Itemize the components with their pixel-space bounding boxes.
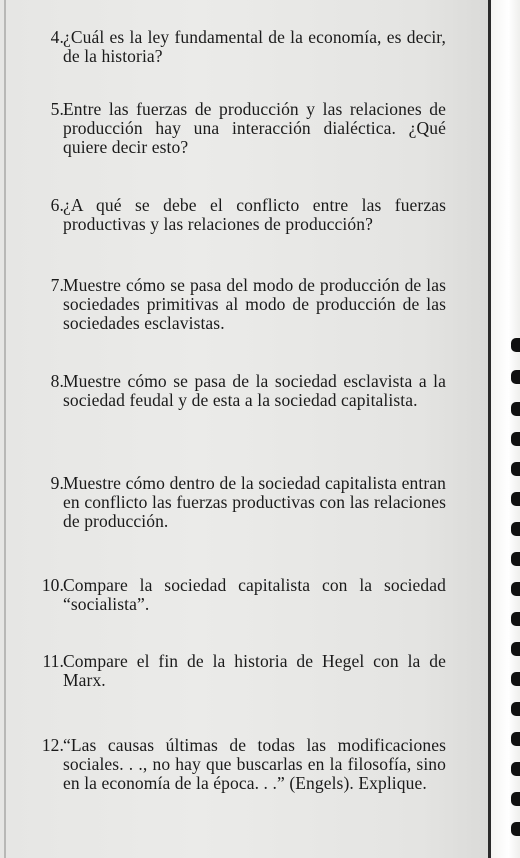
question-number: 4. <box>50 27 64 47</box>
binding-hole <box>511 612 520 626</box>
question-12 <box>28 736 446 793</box>
question-8 <box>28 372 446 410</box>
binding-hole <box>511 402 520 416</box>
question-6 <box>28 196 446 234</box>
binding-hole <box>511 522 520 536</box>
binding-hole <box>511 552 520 566</box>
binding-hole <box>511 582 520 596</box>
question-10 <box>28 576 446 614</box>
question-number: 8. <box>50 371 64 391</box>
binding-hole <box>511 462 520 476</box>
question-4 <box>28 28 446 66</box>
question-number: 12. <box>41 735 64 755</box>
binding-hole <box>511 432 520 446</box>
binding-hole <box>511 762 520 776</box>
question-number: 7. <box>50 275 64 295</box>
question-text: “Las causas últimas de todas las modificaciones sociales. . ., no hay que buscarlas en la filosofía, sino en la economía de la época. . .” (Engels). Explique. <box>63 735 446 793</box>
question-text: Muestre cómo se pasa del modo de producción de las sociedades primitivas al modo de producción de las sociedades esclavistas. <box>63 275 446 333</box>
spiral-binding <box>491 0 520 858</box>
binding-hole <box>511 822 520 836</box>
question-text: ¿A qué se debe el conflicto entre las fuerzas productivas y las relaciones de producción? <box>63 195 446 234</box>
question-number: 6. <box>50 195 64 215</box>
question-number: 10. <box>41 575 64 595</box>
question-7 <box>28 276 446 333</box>
binding-hole <box>511 672 520 686</box>
question-text: Compare el fin de la historia de Hegel con la de Marx. <box>63 651 446 690</box>
question-number: 5. <box>50 99 64 119</box>
question-text: Compare la sociedad capitalista con la sociedad “socialista”. <box>63 575 446 614</box>
binding-hole <box>511 370 520 384</box>
binding-hole <box>511 338 520 352</box>
question-text: ¿Cuál es la ley fundamental de la economía, es decir, de la historia? <box>63 27 446 66</box>
binding-hole <box>511 792 520 806</box>
page-margin-line <box>4 0 6 858</box>
binding-hole <box>511 702 520 716</box>
question-number: 11. <box>42 651 64 671</box>
binding-hole <box>511 732 520 746</box>
question-text: Muestre cómo dentro de la sociedad capitalista entran en conflicto las fuerzas productivas con las relaciones de producción. <box>63 473 446 531</box>
question-11 <box>28 652 446 690</box>
question-number: 9. <box>50 473 64 493</box>
question-text: Entre las fuerzas de producción y las relaciones de producción hay una interacción dialéctica. ¿Qué quiere decir esto? <box>63 99 446 157</box>
binding-hole <box>511 642 520 656</box>
question-text: Muestre cómo se pasa de la sociedad esclavista a la sociedad feudal y de esta a la sociedad capitalista. <box>63 371 446 410</box>
binding-hole <box>511 492 520 506</box>
question-9 <box>28 474 446 531</box>
question-5 <box>28 100 446 157</box>
